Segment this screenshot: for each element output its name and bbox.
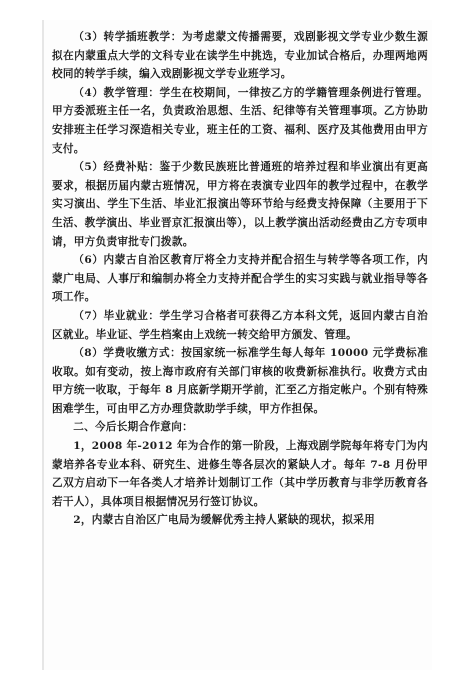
paragraph-broadcast-bureau: 2，内蒙古自治区广电局为缓解优秀主持人紧缺的现状，拟采用 bbox=[73, 514, 375, 527]
paragraph-graduation-employment: （7）毕业就业：学生学习合格者可获得乙方本科文凭，返回内蒙古自治区就业。毕业证、学生档案由上戏统一转交给甲方颁发、管理。 bbox=[52, 309, 428, 341]
paragraph-tuition-collection: （8）学费收缴方式：按国家统一标准学生每人每年 10000 元学费标准收取。如有变动，按上海市政府有关部门审核的收费新标准执行。收费方式由甲方统一收取，于每年 8 月底新学期开学前，汇至乙方指定帐户。个别有特殊困难学生，可由甲乙方办理贷款助学手续，甲方作担保。 bbox=[52, 347, 428, 415]
paragraph-funding-subsidy: （5）经费补贴：鉴于少数民族班比普通班的培养过程和毕业演出有更高要求，根据历届内蒙古班情况，甲方将在表演专业四年的教学过程中，在教学实习演出、学生下生活、毕业汇报演出等环节给与经费支持保障（主要用于下生活、教学演出、毕业晋京汇报演出等），以上教学演出活动经费由乙方专项申请，甲方负责审批专门拨款。 bbox=[52, 161, 428, 248]
document-page bbox=[42, 20, 432, 670]
section-heading-long-term-cooperation: 二、今后长期合作意向： bbox=[73, 421, 194, 434]
paragraph-teaching-management: （4）教学管理：学生在校期间，一律按乙方的学籍管理条例进行管理。甲方委派班主任一名，负责政治思想、生活、纪律等有关管理事项。乙方协助安排班主任学习深造相关专业，班主任的工资、福利、医疗及其他费用由甲方支付。 bbox=[52, 86, 428, 155]
paragraph-first-phase: 1，2008 年-2012 年为合作的第一阶段，上海戏剧学院每年将专门为内蒙培养各专业本科、研究生、进修生等各层次的紧缺人才。每年 7-8 月份甲乙双方启动下一年各类人才培养计划制订工作（其中学历教育与非学历教育各若干人），具体项目根据情况另行签订协议。 bbox=[52, 440, 428, 508]
document-body bbox=[52, 28, 428, 530]
paragraph-education-department-support: （6）内蒙古自治区教育厅将全力支持并配合招生与转学等各项工作，内蒙广电局、人事厅和编制办将全力支持并配合学生的实习实践与就业指导等各项工作。 bbox=[52, 254, 428, 304]
paragraph-transfer-teaching: （3）转学插班教学：为考虑蒙文传播需要，戏剧影视文学专业少数生源拟在内蒙重点大学的文科专业在读学生中挑选，专业加试合格后，办理两地两校同的转学手续，编入戏剧影视文学专业班学习。 bbox=[52, 31, 428, 81]
